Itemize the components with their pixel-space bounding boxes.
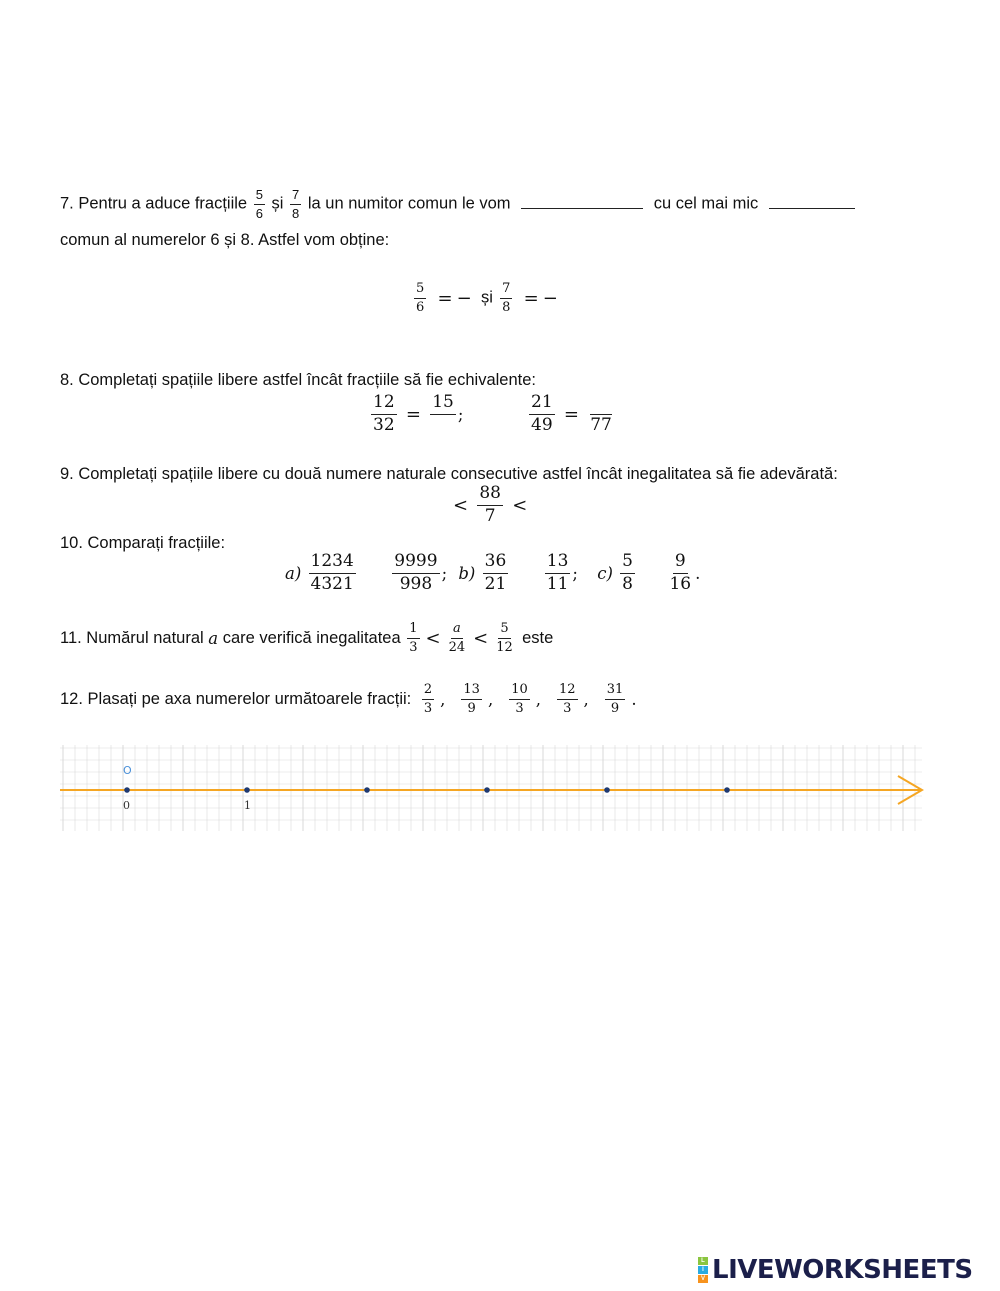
q12-fraction-2: $\frac{10}{3}$ [511,682,528,716]
q10-c-fraction-2: $\frac{9}{16}$ [669,551,692,594]
q7-fraction-7-8: $\frac{7}{8}$ [292,187,300,221]
unit-point-2 [364,787,370,793]
q8-equation-1: $\frac{12}{32}$ = 15 ; [373,392,464,435]
q9-blank-right[interactable]: < [512,494,528,516]
unit-point-4 [604,787,610,793]
q8-fraction-15-blank: 15 [430,394,456,435]
q10-text: 10. Comparați fracțiile: [60,534,226,552]
q7-line1 [60,188,861,220]
q7-text-c: cu cel mai mic [653,194,759,213]
q8-blank-2[interactable] [590,394,612,415]
logo-text: LIVEWORKSHEETS [712,1255,973,1285]
q7-text-a: 7. Pentru a aduce fracțiile [60,194,248,213]
q8-fraction-blank-77: 77 [588,394,614,435]
q12-line: 12. Plasați pe axa numerelor următoarele fracții: $\frac{2}{3}$ , $\frac{13}{9}$ , $\frac{10}{3}$ , $\frac{12}{3}$ , $\frac{31}{9}$ . [60,682,637,716]
q7-line2: comun al numerelor 6 și 8. Astfel vom obține: [60,231,390,249]
unit-point-5 [724,787,730,793]
q7-fraction-5-6: $\frac{5}{6}$ [255,187,263,221]
q10-b-fraction-2: $\frac{13}{11}$ [546,551,569,594]
q9-fraction-88-7: $\frac{88}{7}$ [479,483,501,526]
q10-b-fraction-1: $\frac{36}{21}$ [484,551,507,594]
number-line[interactable] [60,745,928,831]
q12-fraction-4: $\frac{31}{9}$ [606,682,624,716]
q12-fraction-list: $\frac{2}{3}$ , $\frac{13}{9}$ , $\frac{10}{3}$ , $\frac{12}{3}$ , $\frac{31}{9}$ . [423,682,637,716]
q12-fraction-3: $\frac{12}{3}$ [558,682,576,716]
liveworksheets-logo [698,1255,973,1285]
unit-point-3 [484,787,490,793]
q11-answer-blank[interactable] [564,641,624,643]
unit-point-1 [244,787,250,793]
q12-fraction-0: $\frac{2}{3}$ [423,682,433,716]
q7-eq-and: și [480,288,493,307]
q11-fraction-a-24: $\frac{a}{24}$ [448,621,466,655]
q7-eq-fraction-7-8: $\frac{7}{8}$ [502,281,511,315]
unit-point-0 [124,787,130,793]
number-line-grid [60,745,922,831]
q8-fraction-21-49: $\frac{21}{49}$ [531,392,553,435]
q10-fractions: a) $\frac{1234}{4321}$ $\frac{9999}{998}$ ; b) $\frac{36}{21}$ $\frac{13}{11}$ ; c) $\frac{5}{8}$ $\frac{9}{16}$ . [285,551,701,594]
q8-fraction-12-32: $\frac{12}{32}$ [373,392,395,435]
q9-blank-left[interactable]: < [453,494,469,516]
q10-a-fraction-1: $\frac{1234}{4321}$ [310,551,354,594]
q8-text: 8. Completați spațiile libere astfel încât fracțiile să fie echivalente: [60,371,536,389]
origin-marker: O [123,764,132,777]
q7-equation: $\frac{5}{6}$ = − și $\frac{7}{8}$ = − [416,281,558,315]
q7-text-b: la un numitor comun le vom [307,194,511,213]
q11-fraction-1-3: $\frac{1}{3}$ [409,621,418,655]
q7-eq-fraction-5-6: $\frac{5}{6}$ [416,281,425,315]
q9-text: 9. Completați spațiile libere cu două numere naturale consecutive astfel încât inegalitatea să fie adevărată: [60,465,838,483]
q9-inequality [451,485,529,526]
q11-line: 11. Numărul natural a care verifică inegalitatea $\frac{1}{3}$ < $\frac{a}{24}$ < $\frac{5}{12}$ este [60,622,630,654]
q7-blank-3[interactable]: − [456,287,472,309]
q8-blank-1[interactable] [432,415,454,435]
q11-inequality: $\frac{1}{3}$ < $\frac{a}{24}$ < $\frac{5}{12}$ [409,621,513,655]
q7-and: și [271,194,284,213]
q7-blank-4[interactable]: − [542,287,558,309]
tick-label-0: 0 [123,799,130,812]
q11-fraction-5-12: $\frac{5}{12}$ [496,621,513,655]
tick-label-1: 1 [244,799,251,812]
logo-cubes-icon: L I V [698,1257,708,1283]
q10-a-fraction-2: $\frac{9999}{998}$ [394,551,438,594]
q8-equation-2: $\frac{21}{49}$ = 77 [531,392,612,435]
q7-blank-2[interactable] [769,207,855,209]
q12-fraction-1: $\frac{13}{9}$ [463,682,480,716]
q10-c-fraction-1: $\frac{5}{8}$ [622,551,633,594]
q7-blank-1[interactable] [521,207,643,209]
